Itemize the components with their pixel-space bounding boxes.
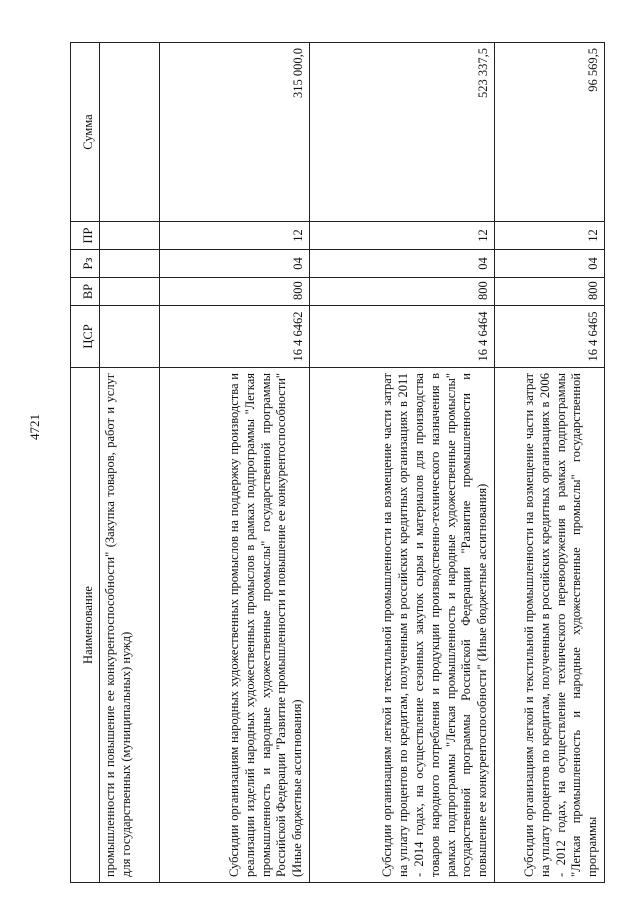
- row-pr: [100, 222, 160, 250]
- row-vr: 800: [310, 278, 495, 306]
- row-rz: [100, 250, 160, 278]
- row-name: Субсидии организациям легкой и текстильной промышленности на возмещение части затрат на уплату процентов по кредитам, полученным в российских кредитных организациях в 2011 - 2014 годах, на осуществление сезонных закупок сырья и материалов для производства товаров народного потребления и продукции производственно-технического назначения в рамках подпрограммы "Легкая промышленность и народные художественные промыслы" государственной программы Российской Федерации "Развитие промышленности и повышение ее конкурентоспособности" (Иные бюджетные ассигнования): [310, 368, 495, 883]
- table-row: [495, 43, 605, 883]
- header-sum: Сумма: [71, 43, 100, 222]
- header-name: Наименование: [71, 368, 100, 883]
- row-csr: 16 4 6464: [310, 306, 495, 368]
- row-pr: 12: [310, 222, 495, 250]
- row-vr: [100, 278, 160, 306]
- row-name: Субсидии организациям легкой и текстильной промышленности на возмещение части затрат на уплату процентов по кредитам, полученным в российских кредитных организациях в 2006 - 2012 годах, на осуществление технического перевооружения в рамках подпрограммы "Легкая промышленность и народные художественные промыслы" государственной программы: [495, 368, 605, 883]
- row-rz: 04: [310, 250, 495, 278]
- row-pr: 12: [495, 222, 605, 250]
- row-sum: 96 569,5: [495, 43, 605, 222]
- row-csr: 16 4 6462: [160, 306, 310, 368]
- header-vr: ВР: [71, 278, 100, 306]
- table-row: [160, 43, 310, 883]
- row-sum: 523 337,5: [310, 43, 495, 222]
- row-csr: 16 4 6465: [495, 306, 605, 368]
- row-name: Субсидии организациям народных художественных промыслов на поддержку производства и реализации изделий народных художественных промыслов в рамках подпрограммы "Легкая промышленность и народные художественные промыслы" государственной программы Российской Федерации "Развитие промышленности и повышение ее конкурентоспособности" (Иные бюджетные ассигнования): [160, 368, 310, 883]
- table-row: [310, 43, 495, 883]
- row-sum: 315 000,0: [160, 43, 310, 222]
- header-csr: ЦСР: [71, 306, 100, 368]
- row-rz: 04: [495, 250, 605, 278]
- row-vr: 800: [495, 278, 605, 306]
- row-vr: 800: [160, 278, 310, 306]
- page-number: 4721: [27, 414, 42, 440]
- header-rz: Рз: [71, 250, 100, 278]
- budget-table: [70, 42, 605, 883]
- row-sum: [100, 43, 160, 222]
- row-csr: [100, 306, 160, 368]
- table-row: [100, 43, 160, 883]
- row-name: промышленности и повышение ее конкурентоспособности" (Закупка товаров, работ и услуг для государственных (муниципальных) нужд): [100, 368, 160, 883]
- header-pr: ПР: [71, 222, 100, 250]
- table-header-row: [71, 43, 100, 883]
- row-rz: 04: [160, 250, 310, 278]
- row-pr: 12: [160, 222, 310, 250]
